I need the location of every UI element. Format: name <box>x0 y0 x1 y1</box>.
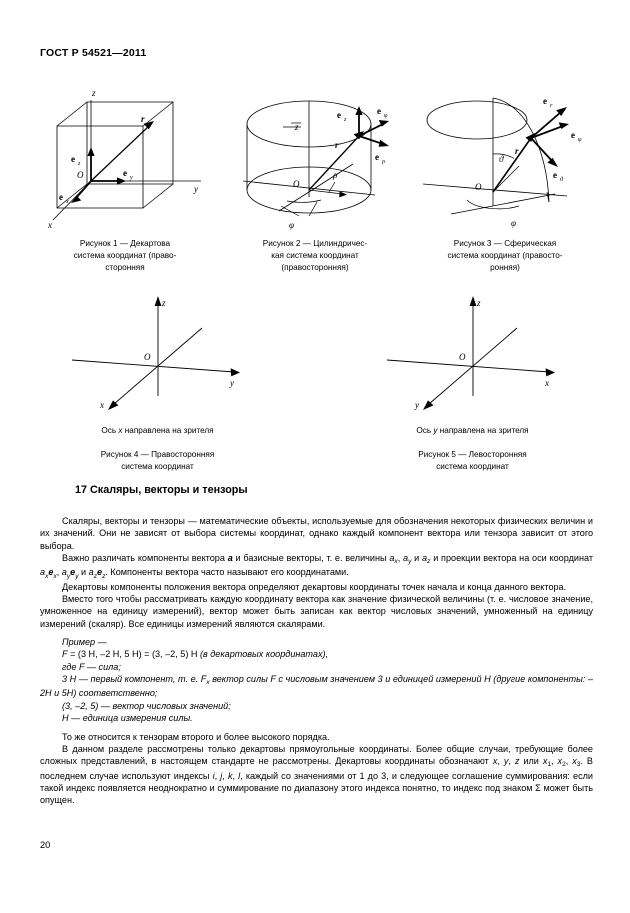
figure-3-label-basis-ephi <box>571 130 582 143</box>
svg-text:r: r <box>550 102 553 109</box>
p2-sep-3: , <box>56 567 62 578</box>
figure-4-axis-note-var: x <box>118 426 123 435</box>
p2-ayey-a-sub: y <box>66 572 71 580</box>
p2-sep-2: и <box>411 553 423 564</box>
figure-3-spherical-diagram <box>415 82 595 232</box>
p2-axex-a-sub: x <box>45 572 49 580</box>
figure-5-axis-note-var: y <box>433 426 438 435</box>
p6-comma-4: , <box>565 756 573 767</box>
p2-axex-e: e <box>48 567 54 578</box>
figure-4-axis-note-prefix: Ось <box>101 426 119 435</box>
p6-x: x <box>492 756 498 767</box>
svg-text:e: e <box>553 170 557 180</box>
figure-3-label-theta: ϑ <box>499 154 504 164</box>
example-component-F2: F <box>270 674 276 685</box>
figure-1-label-origin: O <box>77 170 84 180</box>
figure-1-label-z: z <box>92 88 96 98</box>
figure-5-axis-note <box>416 426 528 435</box>
example-component-F-sub: x <box>206 679 210 687</box>
figure-2-cell <box>225 82 405 274</box>
p6-text-2: . В последнем случае используют индексы <box>40 756 593 781</box>
figure-1-label-x: x <box>48 220 52 230</box>
figure-5-label-y: y <box>414 400 419 410</box>
example-block <box>40 636 593 724</box>
figure-3-label-basis-er <box>543 96 553 109</box>
figure-2-label-basis-ephi <box>377 106 388 119</box>
figure-5-axis-note-suffix: направлена на зрителя <box>437 426 529 435</box>
page-number: 20 <box>40 840 51 850</box>
example-where-prefix: где <box>62 661 79 672</box>
figure-3-label-phi: φ <box>511 218 516 228</box>
p6-comma-2: , <box>508 756 515 767</box>
svg-text:y: y <box>130 174 133 181</box>
p2-ax-sub: x <box>394 558 398 566</box>
svg-text:ϑ: ϑ <box>560 176 564 183</box>
svg-text:φ: φ <box>578 136 582 143</box>
figure-5-left-handed-axes <box>373 292 573 422</box>
svg-text:x: x <box>66 198 69 205</box>
example-where-symbol: F <box>79 661 85 672</box>
figure-1-label-y: y <box>194 184 198 194</box>
figure-4-label-z: z <box>161 298 166 308</box>
section-heading: 17 Скаляры, векторы и тензоры <box>75 484 248 496</box>
figure-1-label-basis-ez <box>71 154 81 167</box>
figure-1-cartesian-diagram <box>35 82 215 232</box>
example-component-text-2: вектор силы <box>209 674 271 685</box>
p2-azez-a-sub: z <box>93 572 97 580</box>
example-component-text-4: (другие компоненты: –2Н и 5Н) соответственно; <box>40 674 593 699</box>
svg-text:e: e <box>337 110 341 120</box>
figure-2-label-origin: O <box>293 179 300 189</box>
figure-1-caption: Рисунок 1 — Декартова система координат (право- сторонняя <box>73 239 177 272</box>
figure-4-right-handed-axes <box>58 292 258 422</box>
p6-x2-sub: 2 <box>562 761 566 769</box>
example-component-F: F <box>200 674 207 685</box>
p2-azez-e: e <box>97 567 103 578</box>
p2-azez-e-sub: z <box>102 572 106 580</box>
svg-text:ρ: ρ <box>382 158 386 165</box>
p6-k: k <box>227 770 233 781</box>
p6-text-1: В данном разделе рассмотрены только декартовы прямоугольные координаты. Более общие случаи, требующие более сложных представлений, в настоящем стандарте не рассмотрены. Декартовы координаты обозначают <box>40 743 593 767</box>
example-formula-symbol: F <box>62 649 68 660</box>
figure-1-label-vector-r: r <box>141 114 145 124</box>
example-where-suffix: — сила; <box>84 661 121 672</box>
figure-1-label-basis-ex <box>59 192 69 205</box>
figure-4-label-x: x <box>99 400 104 410</box>
paragraph-2 <box>40 552 593 581</box>
figure-2-cylindrical-diagram <box>225 82 405 232</box>
example-unit-line: Н — единица измерения силы. <box>62 713 193 724</box>
p6-comma-5: , <box>214 770 221 781</box>
section-body <box>40 515 593 807</box>
example-component-line <box>40 673 593 700</box>
p6-x3: x <box>572 756 577 767</box>
figure-4-caption: Рисунок 4 — Правосторонняя система координат <box>100 450 215 471</box>
p2-ay-sub: y <box>408 558 412 566</box>
figure-5-label-z: z <box>476 298 481 308</box>
figure-5-cell <box>348 292 598 473</box>
p2-ayey-e: e <box>70 567 76 578</box>
example-title: Пример — <box>62 637 107 648</box>
figure-5-label-x: x <box>544 378 549 388</box>
figure-4-axis-note-suffix: направлена на зрителя <box>122 426 214 435</box>
figure-4-axis-note <box>101 426 213 435</box>
p2-ay: a <box>403 553 409 564</box>
p6-text-3: , каждый со значениями от 1 до 3, и следующее соглашение суммирования: если такой индекс появляется неоднократно и суммирование по диапазону этого индекса понятно, то индекс под знаком Σ может быть опущен. <box>40 770 594 806</box>
figure-2-label-vector-r: r <box>335 140 339 150</box>
svg-text:e: e <box>543 96 547 106</box>
paragraph-5: То же относится к тензорам второго и более высокого порядка. <box>62 731 330 742</box>
p6-x2: x <box>557 756 563 767</box>
figure-2-label-z: z <box>295 122 299 132</box>
p6-x1-sub: 1 <box>547 761 552 769</box>
figures-row-bottom <box>0 292 630 473</box>
p6-comma-7: , <box>232 770 239 781</box>
p2-axex-e-sub: x <box>53 572 57 580</box>
figure-4-label-y: y <box>229 378 234 388</box>
example-formula-body: = (3 Н, –2 Н, 5 Н) = (3, –2, 5) Н <box>67 649 200 660</box>
figure-2-label-basis-erho <box>375 152 385 165</box>
p6-x3-sub: 3 <box>576 761 581 769</box>
svg-text:z: z <box>78 160 81 167</box>
p6-comma-3: , <box>551 756 558 767</box>
p6-y: y <box>503 756 509 767</box>
figure-2-label-phi: φ <box>289 220 294 230</box>
figure-5-axis-note-prefix: Ось <box>416 426 434 435</box>
figure-1-cell <box>30 82 220 274</box>
svg-text:e: e <box>71 154 75 164</box>
p2-ayey-e-sub: y <box>75 572 79 580</box>
svg-text:e: e <box>571 130 575 140</box>
example-component-text-1: 3 Н — первый компонент, т. е. <box>62 674 201 685</box>
example-component-text-3: с числовым значением 3 и единицей измерений Н <box>275 674 494 685</box>
paragraph-6 <box>40 743 593 807</box>
p6-or: или <box>519 756 543 767</box>
p2-text-2: и базисные векторы, т. е. величины <box>232 553 390 564</box>
figure-4-label-origin: O <box>143 352 150 362</box>
example-numeric-vector-line: (3, –2, 5) — вектор числовых значений; <box>62 700 231 711</box>
p2-axex-a: a <box>40 567 46 578</box>
p2-text-1: Важно различать компоненты вектора <box>62 553 228 564</box>
figure-3-cell <box>410 82 600 274</box>
figure-2-label-basis-ez <box>337 110 347 123</box>
figures-row-top <box>0 82 630 274</box>
figure-3-label-origin: O <box>475 182 482 192</box>
p6-z: z <box>514 756 520 767</box>
p2-text-4: . Компоненты вектора часто называют его координатами. <box>105 567 349 578</box>
svg-text:z: z <box>344 116 347 123</box>
p2-vector-a: a <box>227 553 233 564</box>
svg-text:e: e <box>375 152 379 162</box>
p2-ayey-a: a <box>61 567 67 578</box>
p2-az-sub: z <box>427 558 431 566</box>
p6-x1: x <box>542 756 548 767</box>
p6-l: l <box>238 770 241 781</box>
example-formula <box>40 648 593 660</box>
figure-2-caption: Рисунок 2 — Цилиндричес- кая система координат (правосторонняя) <box>262 239 368 272</box>
standard-header: ГОСТ Р 54521—2011 <box>40 47 147 59</box>
figure-3-label-vector-r: r <box>515 146 519 156</box>
paragraph-4: Вместо того чтобы рассматривать каждую координату вектора как значение физической величины (т. е. числовое значение, умноженное на единицу измерений), вектор может быть записан как вектор числовых значений, умноженный на единицу измерений (скаляр). Все единицы измерений являются скалярами. <box>40 594 593 629</box>
p2-az: a <box>422 553 428 564</box>
p6-j: j <box>220 770 223 781</box>
figure-4-cell <box>33 292 283 473</box>
svg-text:e: e <box>377 106 381 116</box>
figure-5-caption: Рисунок 5 — Левосторонняя система координат <box>418 450 527 471</box>
figure-2-label-rho: ρ <box>333 170 338 180</box>
figure-3-caption: Рисунок 3 — Сферическая система координат (правосто- ронняя) <box>447 239 563 272</box>
figure-1-label-basis-ey <box>123 168 133 181</box>
paragraph-3: Декартовы компоненты положения вектора определяют декартовы координаты точек начала и конца данного вектора. <box>62 581 567 592</box>
p2-text-3: и проекции вектора на оси координат <box>430 553 593 564</box>
p6-comma-6: , <box>222 770 228 781</box>
p6-comma-1: , <box>497 756 504 767</box>
paragraph-1: Скаляры, векторы и тензоры — математические объекты, используемые для обозначения некоторых физических величин и их значений. Они не зависят от выбора системы координат, однако каждый компонент вектора или тензора зависит от этого выбора. <box>40 516 593 551</box>
figure-3-label-basis-etheta <box>553 170 564 183</box>
svg-text:e: e <box>59 192 63 202</box>
example-where-line <box>40 661 593 673</box>
p2-sep-4: и <box>78 567 89 578</box>
svg-text:e: e <box>123 168 127 178</box>
figure-5-label-origin: O <box>458 352 465 362</box>
svg-text:φ: φ <box>384 112 388 119</box>
example-formula-note: (в декартовых координатах), <box>199 649 329 660</box>
p6-i: i <box>212 770 215 781</box>
p2-ax: a <box>389 553 395 564</box>
p2-sep-1: , <box>397 553 404 564</box>
p2-azez-a: a <box>88 567 94 578</box>
